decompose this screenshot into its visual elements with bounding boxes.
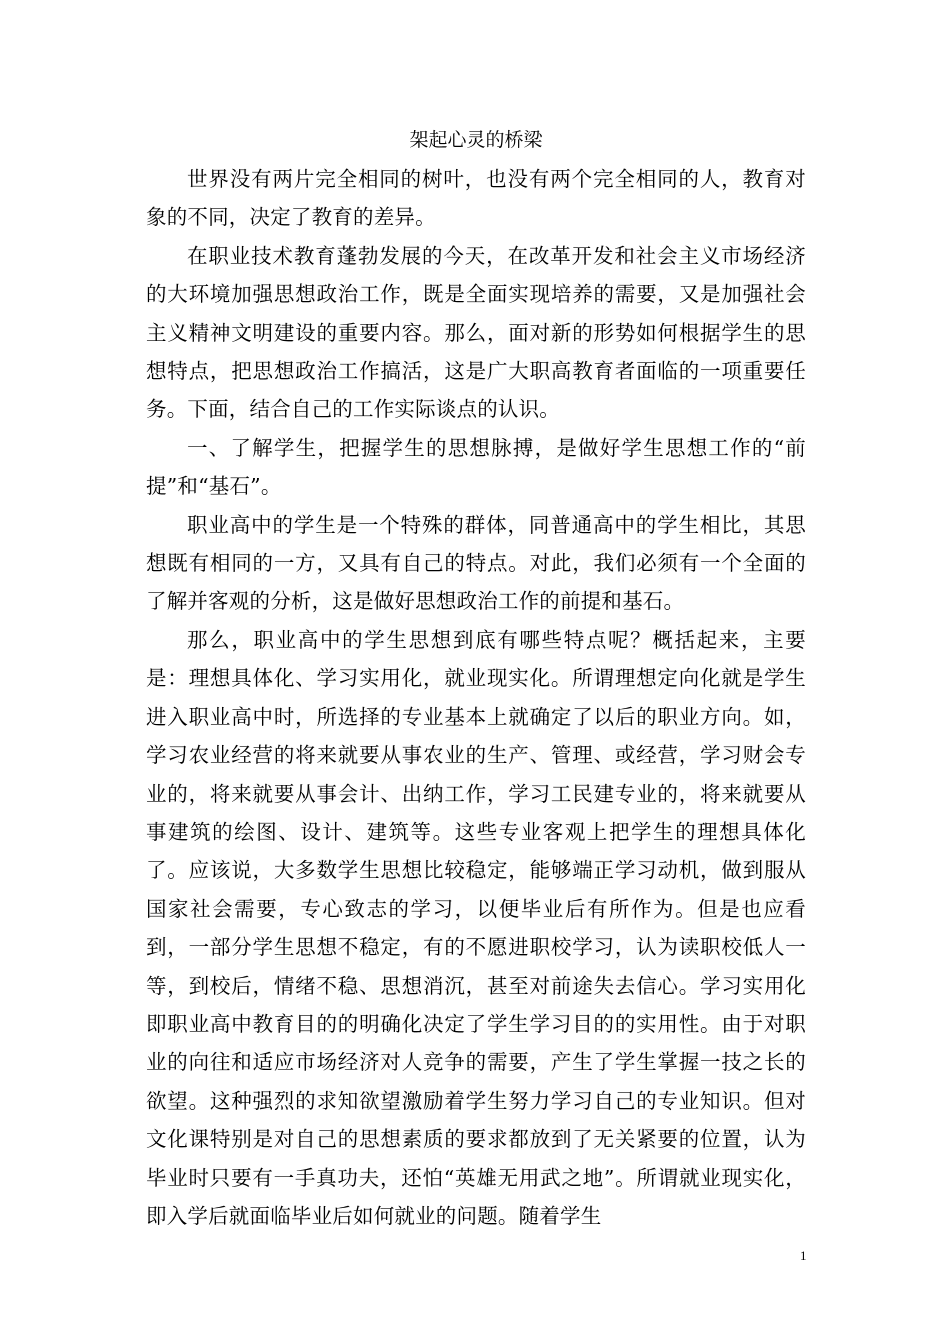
paragraph-student-characteristics: 那么，职业高中的学生思想到底有哪些特点呢？概括起来，主要是：理想具体化、学习实用化，就业现实化。所谓理想定向化就是学生进入职业高中时，所选择的专业基本上就确定了以后的职业方向。如，学习农业经营的将来就要从事农业的生产、管理、或经营，学习财会专业的，将来就要从事会计、出纳工作，学习工民建专业的，将来就要从事建筑的绘图、设计、建筑等。这些专业客观上把学生的理想具体化了。应该说，大多数学生思想比较稳定，能够端正学习动机，做到服从国家社会需要，专心致志的学习，以便毕业后有所作为。但是也应看到，一部分学生思想不稳定，有的不愿进职校学习，认为读职校低人一等，到校后，情绪不稳、思想消沉，甚至对前途失去信心。学习实用化即职业高中教育目的的明确化决定了学生学习目的的实用性。由于对职业的向往和适应市场经济对人竞争的需要，产生了学生掌握一技之长的欲望。这种强烈的求知欲望激励着学生努力学习自己的专业知识。但对文化课特别是对自己的思想素质的要求都放到了无关紧要的位置，认为毕业时只要有一手真功夫，还怕“英雄无用武之地”。所谓就业现实化，即入学后就面临毕业后如何就业的问题。随着学生 (146, 627, 806, 1228)
paragraph-background: 在职业技术教育蓬勃发展的今天，在改革开发和社会主义市场经济的大环境加强思想政治工作，既是全面实现培养的需要，又是加强社会主义精神文明建设的重要内容。那么，面对新的形势如何根据学生的思想特点，把思想政治工作搞活，这是广大职高教育者面临的一项重要任务。下面，结合自己的工作实际谈点的认识。 (146, 243, 806, 422)
document-title: 架起心灵的桥梁 (409, 129, 543, 151)
paragraph-student-group: 职业高中的学生是一个特殊的群体，同普通高中的学生相比，其思想既有相同的一方，又具有自己的特点。对此，我们必须有一个全面的了解并客观的分析，这是做好思想政治工作的前提和基石。 (146, 512, 806, 614)
page-number: 1 (800, 1248, 807, 1263)
section-heading-1: 一、了解学生，把握学生的思想脉搏，是做好学生思想工作的“前提”和“基石”。 (146, 435, 806, 499)
paragraph-intro: 世界没有两片完全相同的树叶，也没有两个完全相同的人，教育对象的不同，决定了教育的差异。 (146, 167, 806, 230)
document-body (146, 120, 806, 1235)
